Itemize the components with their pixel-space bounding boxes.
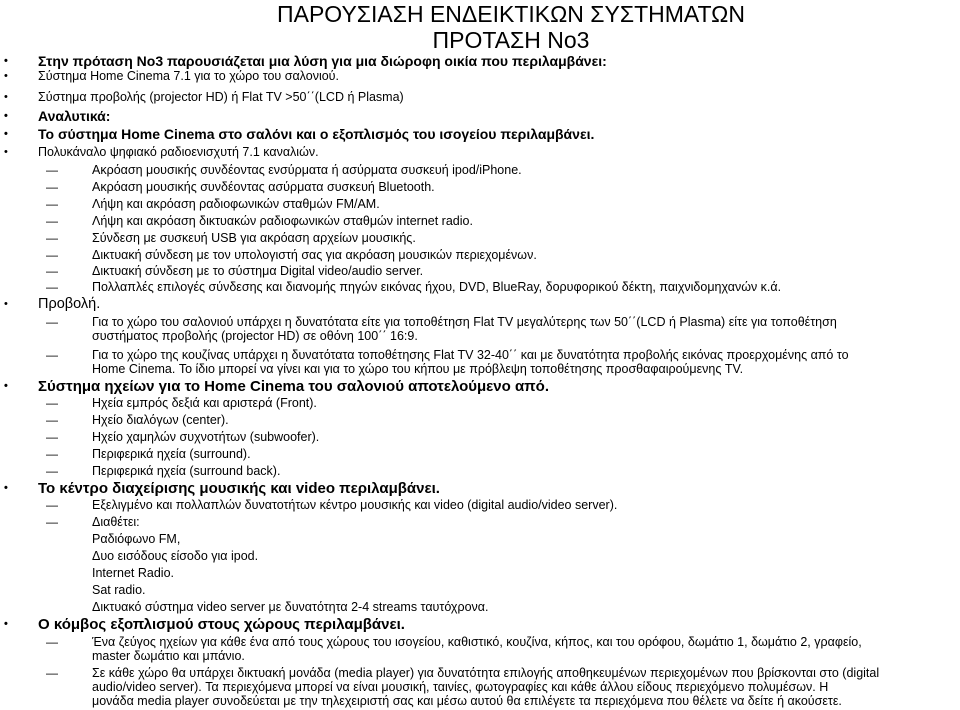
bullet-icon: • [4, 128, 8, 140]
item-text: Πολλαπλές επιλογές σύνδεσης και διανομής πηγών εικόνας ήχου, DVD, BlueRay, δορυφορικού δέκτη, παιχνιδομηχανών κ.ά. [92, 280, 782, 294]
item-text: Σύστημα ηχείων για το Home Cinema του σαλονιού αποτελούμενο από. [38, 378, 549, 395]
dash-icon: — [46, 498, 58, 512]
dash-icon: — [46, 231, 58, 245]
bullet-icon: • [4, 70, 8, 82]
dash-icon: — [46, 447, 58, 461]
dash-icon: — [46, 515, 58, 529]
dash-icon: — [46, 413, 58, 427]
bullet-icon: • [4, 146, 8, 158]
item-text: Περιφερικά ηχεία (surround back). [92, 464, 281, 478]
document-title: ΠΑΡΟΥΣΙΑΣΗ ΕΝΔΕΙΚΤΙΚΩΝ ΣΥΣΤΗΜΑΤΩΝ [277, 1, 745, 27]
item-text: Σε κάθε χώρο θα υπάρχει δικτυακή μονάδα (media player) για δυνατότητα επιλογής αποθηκευμένων περιεχομένων που βρίσκονται στο (digital [92, 666, 880, 680]
continuation-line [92, 648, 245, 665]
dash-icon: — [46, 197, 58, 211]
continuation-line [92, 531, 180, 548]
dash-icon: — [46, 635, 58, 649]
continuation-line [92, 328, 418, 345]
item-text: Sat radio. [92, 583, 146, 597]
bullet-icon: • [4, 380, 8, 392]
item-text: Internet Radio. [92, 566, 174, 580]
dash-icon: — [46, 666, 58, 680]
document-subtitle: ΠΡΟΤΑΣΗ No3 [432, 27, 590, 53]
item-text: Πολυκάναλο ψηφιακό ραδιοενισχυτή 7.1 καναλιών. [38, 145, 319, 159]
item-text: μονάδα media player συνοδεύεται με την τηλεχειριστή σας και μέσω αυτού θα επιλέγετε τα περιεχόμενα που θέλετε να δείτε ή ακούσετε. [92, 694, 842, 708]
item-text: Για το χώρο του σαλονιού υπάρχει η δυνατότατα είτε για τοποθέτηση Flat TV μεγαλύτερης των 50΄΄(LCD ή Plasma) είτε για τοποθέτηση [92, 315, 837, 329]
item-text: audio/video server). Τα περιεχόμενα μπορεί να είναι μουσική, ταινίες, φωτογραφίες και κάθε άλλου είδους περιεχόμενο πολυμέσων. Η [92, 680, 829, 694]
bullet-icon: • [4, 298, 8, 310]
item-text: Σύστημα Home Cinema 7.1 για το χώρο του σαλονιού. [38, 69, 339, 83]
bullet-icon: • [4, 55, 8, 67]
bullet-icon: • [4, 618, 8, 630]
continuation-line [92, 693, 842, 710]
dash-icon: — [46, 163, 58, 177]
dash-icon: — [46, 180, 58, 194]
continuation-line [92, 599, 489, 616]
bullet-icon: • [4, 110, 8, 122]
dash-icon: — [46, 315, 58, 329]
dash-icon: — [46, 430, 58, 444]
continuation-line [92, 548, 258, 565]
item-text: Δικτυακή σύνδεση με το σύστημα Digital video/audio server. [92, 264, 424, 278]
dash-icon: — [46, 348, 58, 362]
item-text: Σύστημα προβολής (projector HD) ή Flat TV >50΄΄(LCD ή Plasma) [38, 90, 404, 104]
continuation-line [92, 582, 146, 599]
item-text: συστήματος προβολής (projector HD) σε οθόνη 100΄΄ 16:9. [92, 329, 418, 343]
item-text: Ηχείο χαμηλών συχνοτήτων (subwoofer). [92, 430, 320, 444]
item-text: Προβολή. [38, 296, 101, 312]
dash-icon: — [46, 214, 58, 228]
bullet-icon: • [4, 91, 8, 103]
item-text: Δικτυακή σύνδεση με τον υπολογιστή σας για ακρόαση μουσικών περιεχομένων. [92, 248, 537, 262]
dash-icon: — [46, 264, 58, 278]
item-text: Ένα ζεύγος ηχείων για κάθε ένα από τους χώρους του ισογείου, καθιστικό, κουζίνα, κήπος, και του ορόφου, δωμάτιο 1, δωμάτιο 2, γραφείο, [92, 635, 862, 649]
item-text: Ηχείο διαλόγων (center). [92, 413, 229, 427]
dash-icon: — [46, 280, 58, 294]
item-text: Διαθέτει: [92, 515, 140, 529]
item-text: master δωμάτιο και μπάνιο. [92, 649, 245, 663]
item-text: Περιφερικά ηχεία (surround). [92, 447, 251, 461]
item-text: Ο κόμβος εξοπλισμού στους χώρους περιλαμβάνει. [38, 616, 405, 633]
item-text: Το σύστημα Home Cinema στο σαλόνι και ο εξοπλισμός του ισογείου περιλαμβάνει. [38, 126, 595, 142]
bullet-icon: • [4, 482, 8, 494]
dash-icon: — [46, 248, 58, 262]
item-text: Στην πρόταση No3 παρουσιάζεται μια λύση για μια διώροφη οικία που περιλαμβάνει: [38, 53, 607, 69]
item-text: Λήψη και ακρόαση ραδιοφωνικών σταθμών FM/AM. [92, 197, 380, 211]
dash-icon: — [46, 464, 58, 478]
item-text: Ακρόαση μουσικής συνδέοντας ενσύρματα ή ασύρματα συσκευή ipod/iPhone. [92, 163, 522, 177]
item-text: Εξελιγμένο και πολλαπλών δυνατοτήτων κέντρο μουσικής και video (digital audio/video server). [92, 498, 618, 512]
continuation-line [92, 361, 743, 378]
item-text: Αναλυτικά: [38, 108, 111, 124]
continuation-line [92, 565, 174, 582]
item-text: Λήψη και ακρόαση δικτυακών ραδιοφωνικών σταθμών internet radio. [92, 214, 473, 228]
dash-icon: — [46, 396, 58, 410]
item-text: Δυο εισόδους είσοδο για ipod. [92, 549, 259, 563]
item-text: Δικτυακό σύστημα video server με δυνατότητα 2-4 streams ταυτόχρονα. [92, 600, 489, 614]
item-text: Ακρόαση μουσικής συνδέοντας ασύρματα συσκευή Bluetooth. [92, 180, 435, 194]
item-text: Το κέντρο διαχείρισης μουσικής και video περιλαμβάνει. [38, 480, 440, 497]
item-text: Home Cinema. Το ίδιο μπορεί να γίνει και για το χώρο του κήπου με πρόβλεψη τοποθέτησης προσθαφαιρούμενης TV. [92, 362, 744, 376]
item-text: Ηχεία εμπρός δεξιά και αριστερά (Front). [92, 396, 317, 410]
item-text: Σύνδεση με συσκευή USB για ακρόαση αρχείων μουσικής. [92, 231, 416, 245]
item-text: Ραδιόφωνο FM, [92, 532, 181, 546]
item-text: Για το χώρο της κουζίνας υπάρχει η δυνατότατα τοποθέτησης Flat TV 32-40΄΄ και με δυνατότητα προβολής εικόνας προερχομένης από το [92, 348, 849, 362]
